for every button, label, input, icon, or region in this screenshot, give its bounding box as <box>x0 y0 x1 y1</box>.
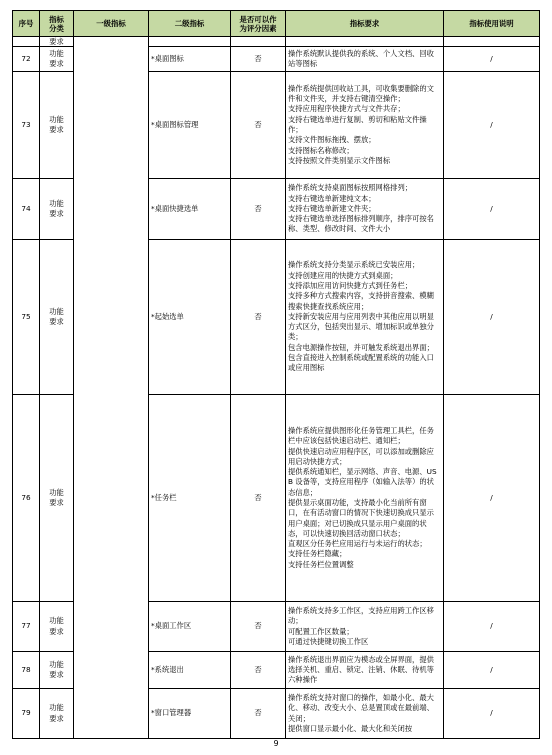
row-scoring: 否 <box>231 395 286 602</box>
row-note: / <box>444 72 540 179</box>
row-requirements: 操作系统退出界面应为模态或全屏界面，提供选择关机、重启、锁定、注销、休眠、待机等六种操作 <box>286 652 444 689</box>
table-header <box>13 11 540 37</box>
row-scoring: 否 <box>231 652 286 689</box>
row-no: 76 <box>13 395 40 602</box>
row-level2: *系统退出 <box>149 652 231 689</box>
row-no: 79 <box>13 689 40 739</box>
header-category: 指标 分类 <box>40 11 74 37</box>
row-level2: *起始选单 <box>149 240 231 395</box>
row-level2: *桌面快捷选单 <box>149 179 231 240</box>
row-level2: *任务栏 <box>149 395 231 602</box>
header-requirements: 指标要求 <box>286 11 444 37</box>
row-requirements: 操作系统支持多工作区，支持应用跨工作区移动； 可配置工作区数量； 可通过快捷键切换工作区 <box>286 602 444 652</box>
row-no: 77 <box>13 602 40 652</box>
page-number: 9 <box>273 739 279 748</box>
row-note: / <box>444 179 540 240</box>
row-requirements: 操作系统提供回收站工具，可收集要删除的文件和文件夹，并支持右键清空操作； 支持应用程序快捷方式与文件共存； 支持右键选单进行复制、剪切和粘贴文件操作； 支持文件图标拖拽、摆放； 支持图标名称修改； 支持按照文件类别显示文件图标 <box>286 72 444 179</box>
row-note: / <box>444 240 540 395</box>
level1-cell <box>74 37 149 739</box>
row-no: 73 <box>13 72 40 179</box>
row-scoring: 否 <box>231 689 286 739</box>
row-note: / <box>444 689 540 739</box>
row-level2: *桌面图标 <box>149 47 231 72</box>
header-scoring: 是否可以作 为评分因素 <box>231 11 286 37</box>
row-note: / <box>444 602 540 652</box>
row-no: 74 <box>13 179 40 240</box>
row-category: 功能 要求 <box>40 72 74 179</box>
row-note: / <box>444 395 540 602</box>
row-requirements: 操作系统支持对窗口的操作，如最小化、最大化、移动、改变大小、总是置顶或在最前端、关闭； 提供窗口显示最小化、最大化和关闭按 <box>286 689 444 739</box>
header-level1: 一级指标 <box>74 11 149 37</box>
header-no: 序号 <box>13 11 40 37</box>
row-note: / <box>444 652 540 689</box>
row-scoring: 否 <box>231 179 286 240</box>
row-scoring: 否 <box>231 602 286 652</box>
row-category: 功能 要求 <box>40 179 74 240</box>
row-scoring: 否 <box>231 72 286 179</box>
header-note: 指标使用说明 <box>444 11 540 37</box>
row-requirements: 操作系统默认提供我的系统、个人文档、回收站等图标 <box>286 47 444 72</box>
row-scoring: 否 <box>231 240 286 395</box>
row-category: 功能 要求 <box>40 689 74 739</box>
row-scoring: 否 <box>231 47 286 72</box>
row-category: 功能 要求 <box>40 47 74 72</box>
row-requirements: 操作系统应提供图形化任务管理工具栏，任务栏中应该包括快速启动栏、通知栏； 提供快速启动应用程序区，可以添加或删除应用启动快捷方式； 提供系统通知栏，显示网络、声音、电源、USB 设备等，支持应用程序（如输入法等）的状态信息； 提供显示桌面功能，支持最小化当前所有窗口，在有活动窗口的情况下快速切换成只显示用户桌面；对已切换成只显示用户桌面的状态，可以快速切换回活动窗口状态； 直观区分任务栏应用运行与未运行的状态； 支持任务栏隐藏； 支持任务栏位置调整 <box>286 395 444 602</box>
spec-table <box>12 10 540 739</box>
row-no: 72 <box>13 47 40 72</box>
row-category: 功能 要求 <box>40 602 74 652</box>
row-level2: *窗口管理器 <box>149 689 231 739</box>
row-category: 功能 要求 <box>40 395 74 602</box>
row-level2: *桌面工作区 <box>149 602 231 652</box>
row-level2: *桌面图标管理 <box>149 72 231 179</box>
table-row-continued <box>13 37 540 47</box>
row-requirements: 操作系统支持桌面图标按照网格排列； 支持右键选单新建纯文本； 支持右键选单新建文件夹； 支持右键选单选择图标排列顺序，排序可按名称、类型、修改时间、文件大小 <box>286 179 444 240</box>
row-category: 功能 要求 <box>40 652 74 689</box>
continued-category: 要求 <box>40 37 74 47</box>
row-no: 78 <box>13 652 40 689</box>
row-note: / <box>444 47 540 72</box>
header-level2: 二级指标 <box>149 11 231 37</box>
row-no: 75 <box>13 240 40 395</box>
row-category: 功能 要求 <box>40 240 74 395</box>
row-requirements: 操作系统支持分类显示系统已安装应用； 支持创建应用的快捷方式到桌面； 支持添加应用访问快捷方式到任务栏； 支持多种方式搜索内容，支持拼音搜索、模糊搜索快捷查找系统应用； 支持新安装应用与应用列表中其他应用以明显方式区分，包括突出显示、增加标识或单独分类； 包含电源操作按钮，并可触发系统退出界面； 包含直接进入控制系统或配置系统的功能入口或应用图标 <box>286 240 444 395</box>
